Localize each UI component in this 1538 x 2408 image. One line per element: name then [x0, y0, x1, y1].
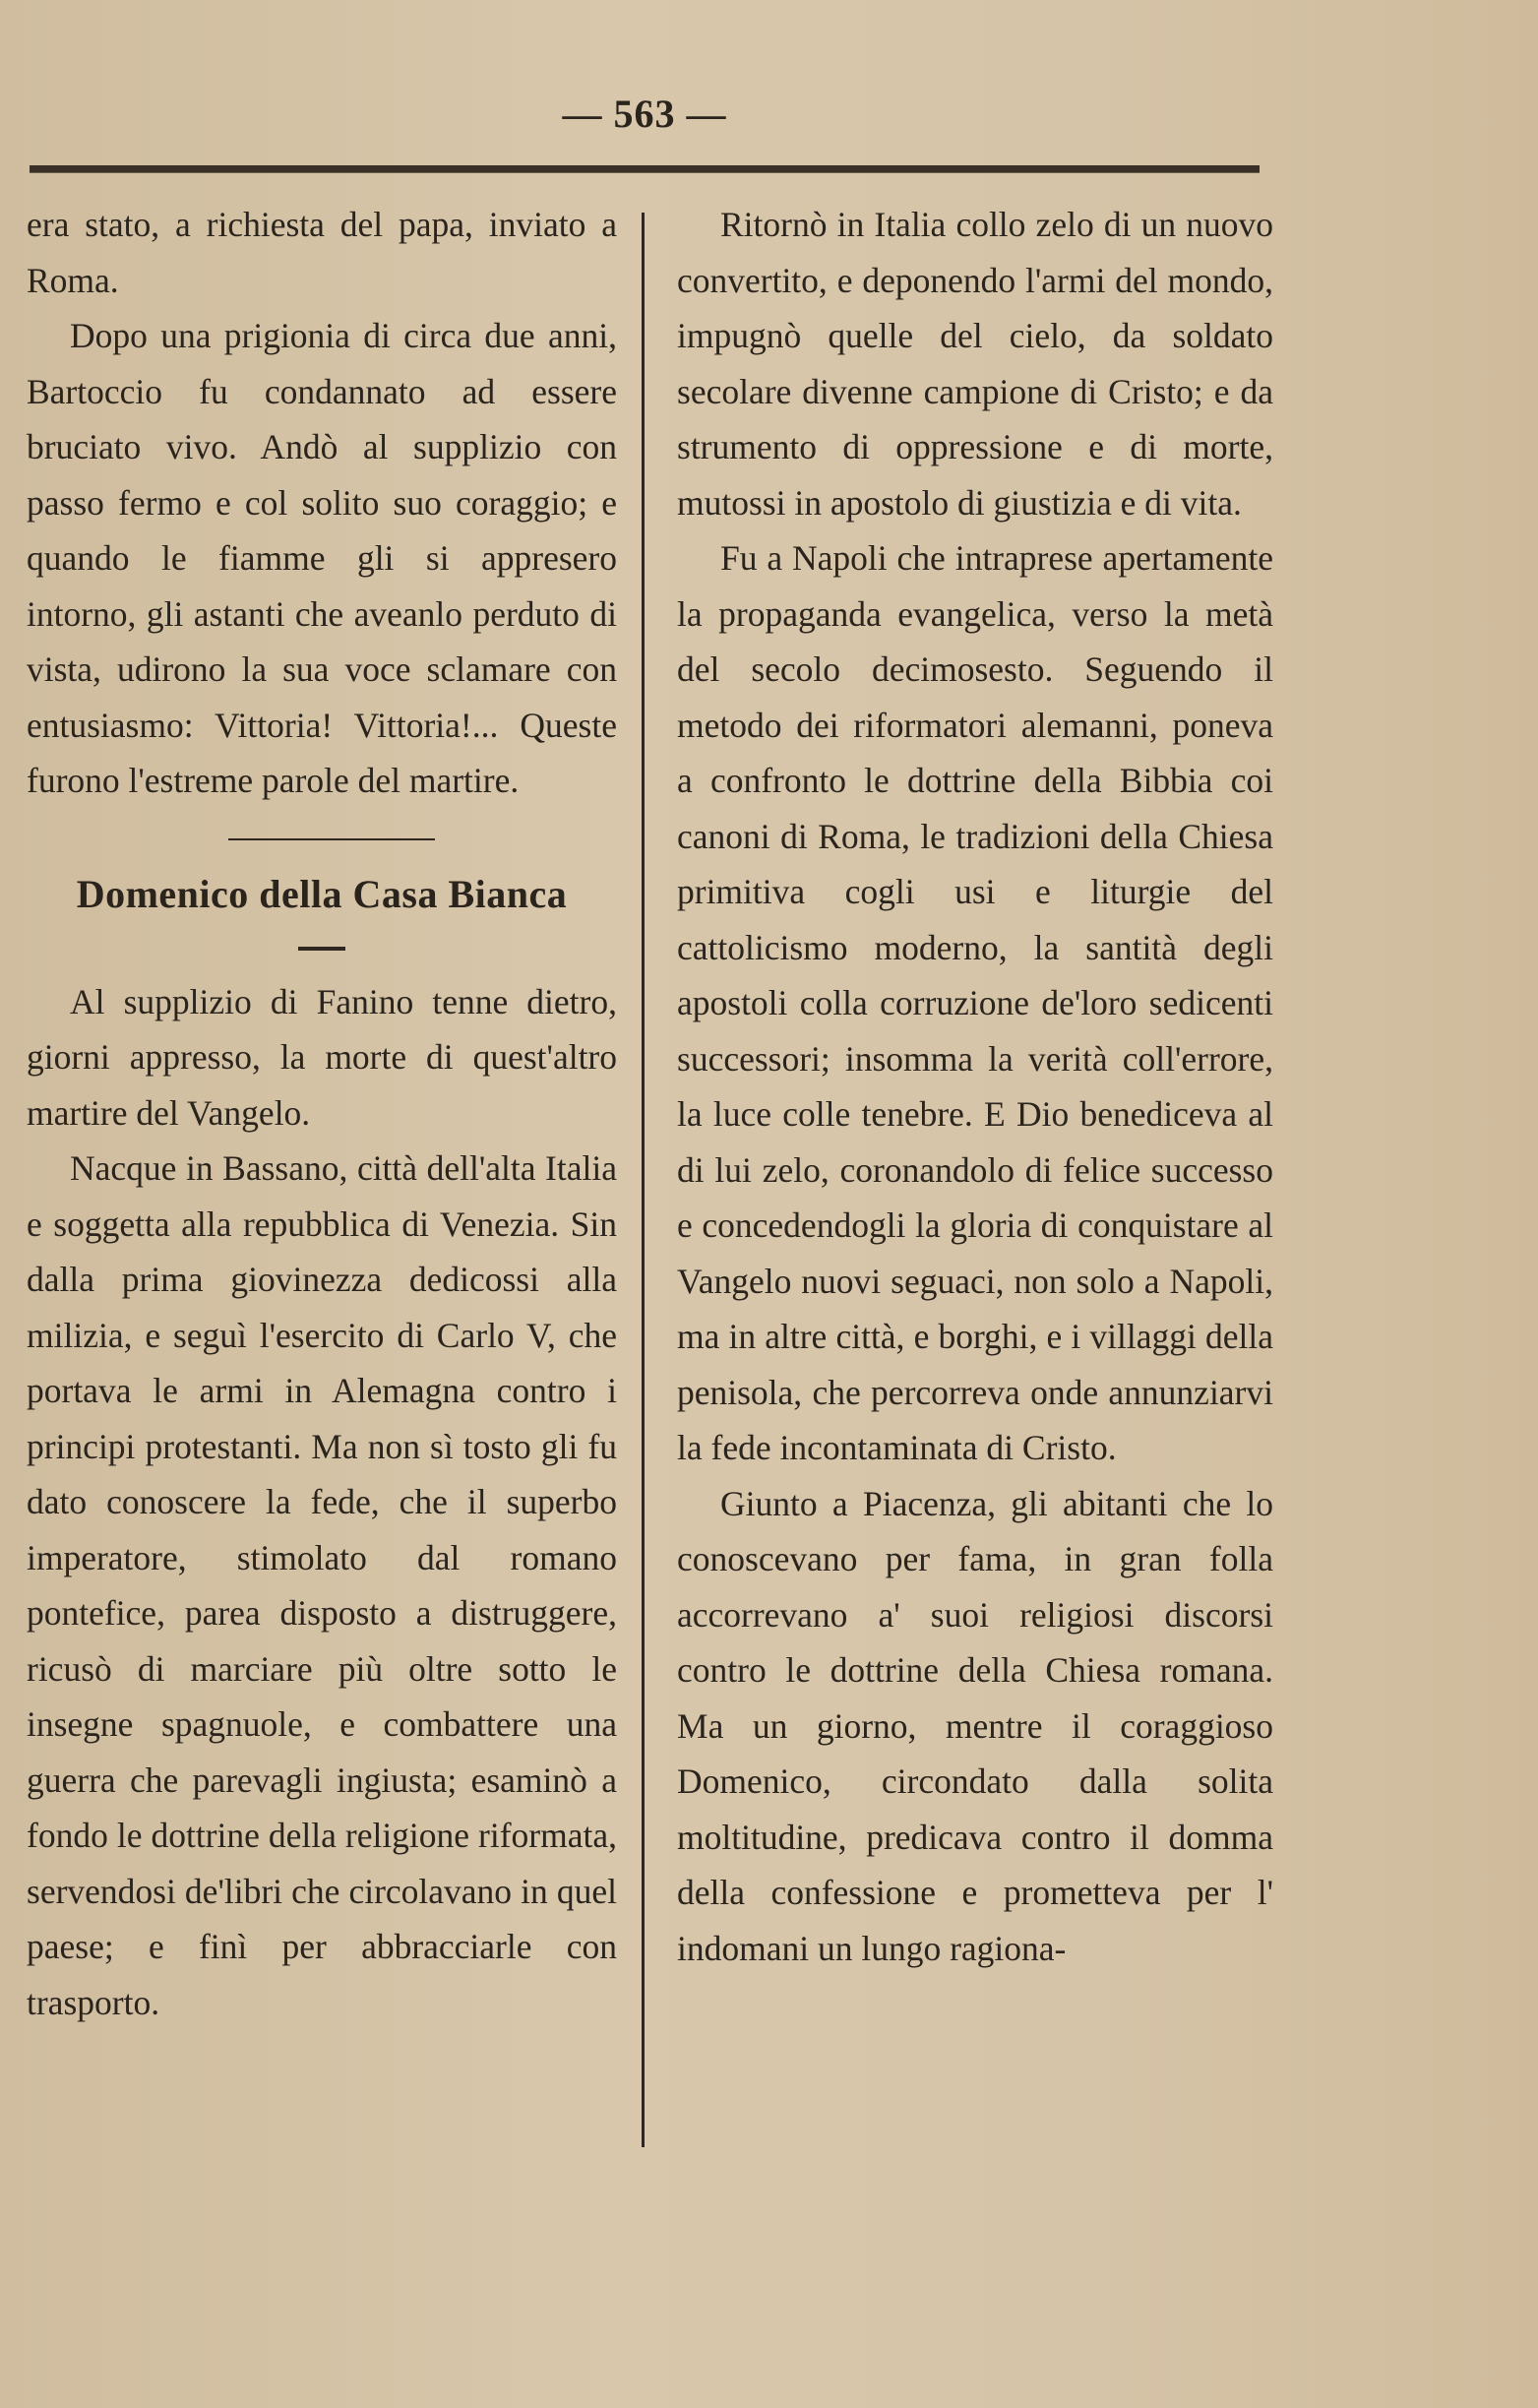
section-separator — [27, 831, 617, 850]
heading-dash — [298, 947, 345, 951]
right-column — [677, 197, 1273, 1976]
top-rule — [30, 165, 1260, 173]
paragraph: Al supplizio di Fanino tenne dietro, giorni appresso, la morte di quest'altro martire del Vangelo. — [27, 981, 617, 1133]
left-column — [27, 197, 617, 2030]
paragraph: Ritornò in Italia collo zelo di un nuovo convertito, e deponendo l'armi del mondo, impugnò quelle del cielo, da soldato secolare divenne campione di Cristo; e da strumento di oppressione e di morte, mutossi in apostolo di giustizia e di vita. — [677, 205, 1273, 523]
paragraph: era stato, a richiesta del papa, inviato a Roma. — [27, 205, 617, 300]
paragraph: Giunto a Piacenza, gli abitanti che lo conoscevano per fama, in gran folla accorrevano a' suoi religiosi discorsi contro le dottrine della Chiesa romana. Ma un giorno, mentre il coraggioso Domenico, circondato dalla solita moltitudine, predicava contro il domma della confessione e prometteva per l' indomani un lungo ragiona- — [677, 1483, 1273, 1968]
section-heading: Domenico della Casa Bianca — [76, 871, 568, 916]
paragraph: Nacque in Bassano, città dell'alta Italia e soggetta alla repubblica di Venezia. Sin dalla prima giovinezza dedicossi alla milizia, e seguì l'esercito di Carlo V, che portava le armi in Alemagna contro i principi protestanti. Ma non sì tosto gli fu dato conoscere la fede, che il superbo imperatore, stimolato dal romano pontefice, parea disposto a distruggere, ricusò di marciare più oltre sotto le insegne spagnuole, e combattere una guerra che parevagli ingiusta; esaminò a fondo le dottrine della religione riformata, servendosi de'libri che circolavano in quel paese; e finì per abbracciarle con trasporto. — [27, 1148, 617, 2022]
column-divider — [642, 213, 645, 2147]
page-number: — 563 — — [562, 92, 727, 136]
paragraph: Fu a Napoli che intraprese apertamente la propaganda evangelica, verso la metà del secolo decimosesto. Seguendo il metodo dei riformatori alemanni, poneva a confronto le dottrine della Bibbia coi canoni di Roma, le tradizioni della Chiesa primitiva cogli usi e liturgie del cattolicismo moderno, la santità degli apostoli colla corruzione de'loro sedicenti successori; insomma la verità coll'errore, la luce colle tenebre. E Dio benediceva al di lui zelo, coronandolo di felice successo e concedendogli la gloria di conquistare al Vangelo nuovi seguaci, non solo a Napoli, ma in altre città, e borghi, e i villaggi della penisola, che percorreva onde annunziarvi la fede incontaminata di Cristo. — [677, 538, 1273, 1467]
paragraph: Dopo una prigionia di circa due anni, Bartoccio fu condannato ad essere bruciato vivo. Andò al supplizio con passo fermo e col solito suo coraggio; e quando le fiamme gli si appresero intorno, gli astanti che aveanlo perduto di vista, udirono la sua voce sclamare con entusiasmo: Vittoria! Vittoria!... Queste furono l'estreme parole del martire. — [27, 316, 617, 800]
